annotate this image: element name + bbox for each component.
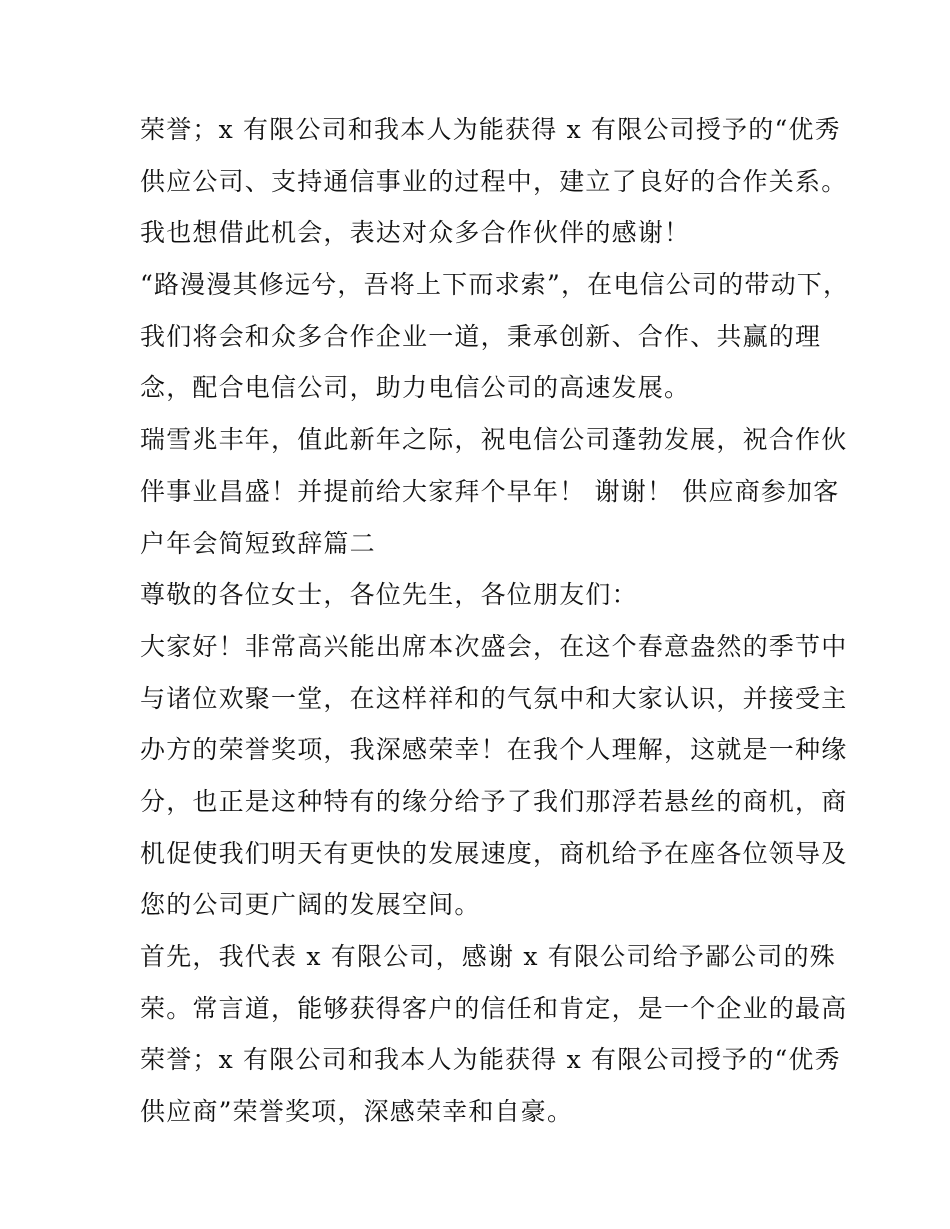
document-body <box>140 104 850 1138</box>
text-line: 首先，我代表 x 有限公司，感谢 x 有限公司给予鄙公司的殊 <box>140 942 836 971</box>
text-line: 您的公司更广阔的发展空间。 <box>140 890 481 920</box>
text-line: 荣誉；x 有限公司和我本人为能获得 x 有限公司授予的“优秀 <box>140 115 841 144</box>
text-line: 与诸位欢聚一堂，在这样祥和的气氛中和大家认识，并接受主 <box>140 683 848 713</box>
text-line: 伴事业昌盛！并提前给大家拜个早年！ 谢谢！ 供应商参加客 <box>140 476 840 506</box>
salutation-line: 尊敬的各位女士，各位先生，各位朋友们： <box>140 580 638 610</box>
text-line: 供应商”荣誉奖项，深感荣幸和自豪。 <box>140 1097 574 1127</box>
text-line: 荣誉；x 有限公司和我本人为能获得 x 有限公司授予的“优秀 <box>140 1045 841 1075</box>
text-line: 念，配合电信公司，助力电信公司的高速发展。 <box>140 373 691 403</box>
text-line: 我们将会和众多合作企业一道，秉承创新、合作、共赢的理 <box>140 321 822 351</box>
text-line: 供应公司、支持通信事业的过程中，建立了良好的合作关系。 <box>140 166 848 196</box>
text-line: 荣。常言道，能够获得客户的信任和肯定，是一个企业的最高 <box>140 993 848 1023</box>
text-line: “路漫漫其修远兮，吾将上下而求索”，在电信公司的带动下， <box>140 270 850 300</box>
text-line: 机促使我们明天有更快的发展速度，商机给予在座各位领导及 <box>140 838 848 868</box>
text-line: 瑞雪兆丰年，值此新年之际，祝电信公司蓬勃发展，祝合作伙 <box>140 425 848 455</box>
text-line: 办方的荣誉奖项，我深感荣幸！在我个人理解，这就是一种缘 <box>140 735 848 765</box>
text-line: 分，也正是这种特有的缘分给予了我们那浮若悬丝的商机，商 <box>140 786 848 816</box>
text-line: 我也想借此机会，表达对众多合作伙伴的感谢！ <box>140 218 691 248</box>
text-line: 大家好！非常高兴能出席本次盛会，在这个春意盎然的季节中 <box>140 631 848 661</box>
section-title-line: 户年会简短致辞篇二 <box>140 528 376 558</box>
